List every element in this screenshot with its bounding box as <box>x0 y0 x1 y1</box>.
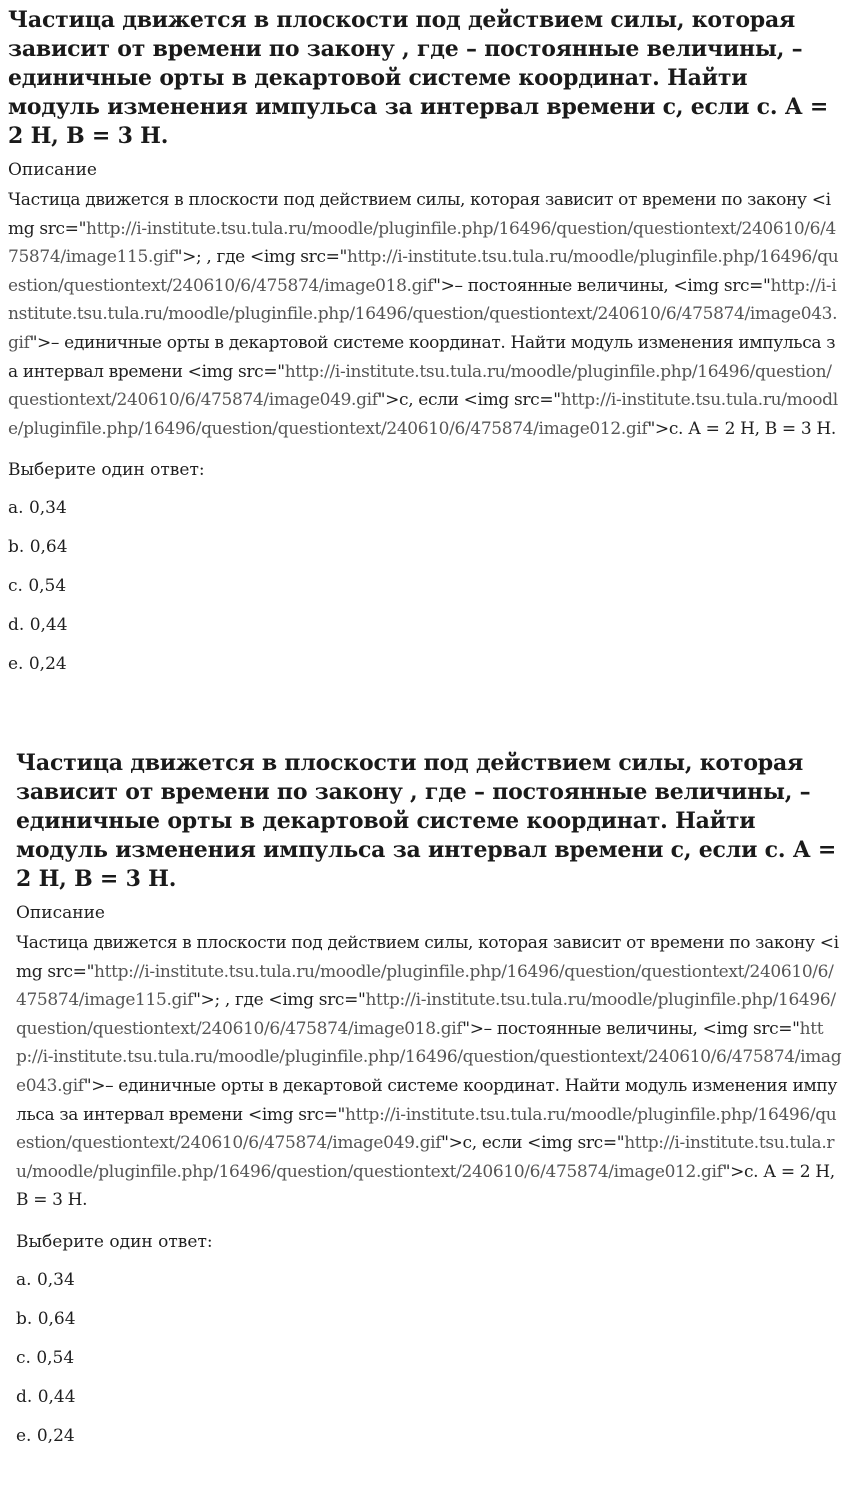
description-text: ">; , где <img src=" <box>193 990 366 1011</box>
image-url-link[interactable]: http://i-institute.tsu.tula.ru/moodle/pluginfile.php/16496/question/questiontext/240610/6/475874/image049.gif <box>16 1104 837 1154</box>
image-url-link[interactable]: http://i-institute.tsu.tula.ru/moodle/pluginfile.php/16496/question/questiontext/240610/6/475874/image115.gif <box>8 218 836 268</box>
answer-option-a[interactable] <box>16 1269 843 1291</box>
answer-list <box>16 1269 843 1447</box>
answer-label: e. 0,24 <box>16 1425 75 1446</box>
answer-label: b. 0,64 <box>8 537 68 558</box>
question-block-1 <box>0 6 847 692</box>
image-url-link[interactable]: http://i-institute.tsu.tula.ru/moodle/pluginfile.php/16496/question/questiontext/240610/6/475874/image115.gif <box>16 961 834 1011</box>
image-url-link[interactable]: http://i-institute.tsu.tula.ru/moodle/pluginfile.php/16496/question/questiontext/240610/6/475874/image043.gif <box>8 275 838 353</box>
answer-label: c. 0,54 <box>16 1347 75 1368</box>
description-text: ">с. А = 2 Н, В = 3 Н. <box>647 418 836 439</box>
answer-label: d. 0,44 <box>8 615 68 636</box>
description-label: Описание <box>16 903 105 923</box>
description-text: ">с. А = 2 Н, В = 3 Н. <box>16 1161 835 1211</box>
answer-label: e. 0,24 <box>8 654 67 675</box>
description-text: ">; , где <img src=" <box>174 247 347 268</box>
description-label: Описание <box>8 160 97 180</box>
image-url-link[interactable]: http://i-institute.tsu.tula.ru/moodle/pluginfile.php/16496/question/questiontext/240610/6/475874/image018.gif <box>8 247 839 296</box>
answer-option-b[interactable] <box>16 1308 843 1330</box>
answer-option-a[interactable] <box>8 497 841 519</box>
image-url-link[interactable]: http://i-institute.tsu.tula.ru/moodle/pluginfile.php/16496/question/questiontext/240610/6/475874/image012.gif <box>8 390 838 439</box>
answer-label: a. 0,34 <box>16 1269 75 1290</box>
answer-option-b[interactable] <box>8 536 841 558</box>
answer-option-c[interactable] <box>16 1347 843 1369</box>
image-url-link[interactable]: http://i-institute.tsu.tula.ru/moodle/pluginfile.php/16496/question/questiontext/240610/6/475874/image018.gif <box>16 990 836 1039</box>
image-url-link[interactable]: http://i-institute.tsu.tula.ru/moodle/pluginfile.php/16496/question/questiontext/240610/6/475874/image049.gif <box>8 361 832 411</box>
description-text: Частица движется в плоскости под действием силы, которая зависит от времени по закону <img src=" <box>8 190 831 239</box>
answer-label: a. 0,34 <box>8 498 67 519</box>
answer-option-d[interactable] <box>8 614 841 636</box>
description-text: ">с, если <img src=" <box>377 390 561 411</box>
question-block-2 <box>0 749 847 1464</box>
answer-option-c[interactable] <box>8 575 841 597</box>
question-description <box>8 186 841 443</box>
description-text: ">– единичные орты в декартовой системе координат. Найти модуль изменения импульса за интервал времени <img src=" <box>8 332 836 382</box>
answer-prompt: Выберите один ответ: <box>16 1231 213 1252</box>
image-url-link[interactable]: http://i-institute.tsu.tula.ru/moodle/pluginfile.php/16496/question/questiontext/240610/6/475874/image043.gif <box>16 1018 842 1096</box>
answer-option-e[interactable] <box>8 653 841 675</box>
description-text: ">– постоянные величины, <img src=" <box>462 1018 800 1039</box>
answer-prompt: Выберите один ответ: <box>8 460 205 481</box>
image-url-link[interactable]: http://i-institute.tsu.tula.ru/moodle/pluginfile.php/16496/question/questiontext/240610/6/475874/image012.gif <box>16 1133 835 1182</box>
question-description <box>16 929 843 1215</box>
answer-option-e[interactable] <box>16 1425 843 1447</box>
question-title: Частица движется в плоскости под действием силы, которая зависит от времени по закону , где – постоянные величины, – единичные орты в декартовой системе координат. Найти модуль изменения импульса за интервал времени с, если с. А = 2 Н, В = 3 Н. <box>8 7 829 149</box>
description-text: Частица движется в плоскости под действием силы, которая зависит от времени по закону <img src=" <box>16 933 839 982</box>
question-title: Частица движется в плоскости под действием силы, которая зависит от времени по закону , где – постоянные величины, – единичные орты в декартовой системе координат. Найти модуль изменения импульса за интервал времени с, если с. А = 2 Н, В = 3 Н. <box>16 750 837 892</box>
description-text: ">с, если <img src=" <box>441 1133 625 1154</box>
answer-label: d. 0,44 <box>16 1386 76 1407</box>
answer-label: b. 0,64 <box>16 1308 76 1329</box>
answer-label: c. 0,54 <box>8 576 67 597</box>
answer-option-d[interactable] <box>16 1386 843 1408</box>
description-text: ">– постоянные величины, <img src=" <box>433 275 771 296</box>
answer-list <box>8 497 841 675</box>
description-text: ">– единичные орты в декартовой системе координат. Найти модуль изменения импульса за интервал времени <img src=" <box>16 1075 838 1125</box>
